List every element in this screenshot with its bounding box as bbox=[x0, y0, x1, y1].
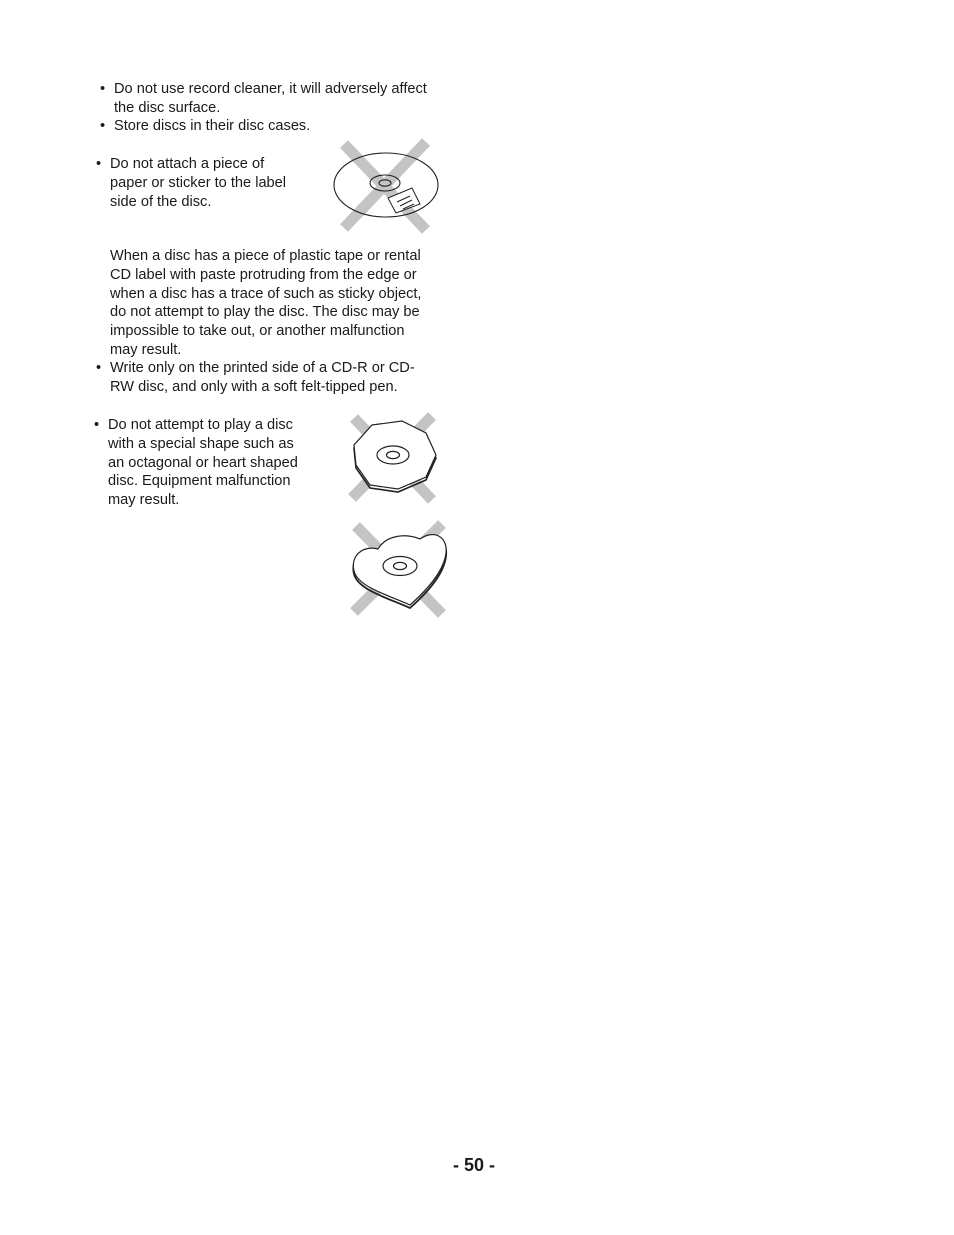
bullet-marker: • bbox=[94, 417, 100, 433]
bullet-marker: • bbox=[100, 118, 106, 134]
bullet-text: Do not attach a piece of paper or sticker to the label side of the disc. bbox=[110, 156, 287, 210]
heart-disc-illustration bbox=[344, 518, 454, 620]
page-number bbox=[0, 1155, 954, 1176]
bullet-text: Store discs in their disc cases. bbox=[114, 118, 311, 134]
disc-with-sticker-illustration bbox=[326, 136, 446, 234]
bullet-marker: • bbox=[96, 360, 102, 376]
page-number-text: - 50 - bbox=[452, 1155, 495, 1175]
bullet-marker: • bbox=[96, 156, 102, 172]
octagon-disc-icon bbox=[354, 421, 436, 492]
octagonal-disc-illustration bbox=[344, 412, 444, 504]
bullet-marker: • bbox=[100, 81, 106, 97]
paragraph-text: When a disc has a piece of plastic tape or rental CD label with paste protruding from the edge or when a disc has a trace of such as sticky object, do not attempt to play the disc. The disc may be impossible to take out, or another malfunction may result. bbox=[110, 248, 422, 358]
bullet-text: Do not use record cleaner, it will adversely affect the disc surface. bbox=[114, 81, 427, 116]
bullet-text: Write only on the printed side of a CD-R or CD- RW disc, and only with a soft felt-tipped pen. bbox=[110, 360, 415, 395]
bullet-text: Do not attempt to play a disc with a special shape such as an octagonal or heart shaped disc. Equipment malfunction may result. bbox=[108, 417, 298, 509]
